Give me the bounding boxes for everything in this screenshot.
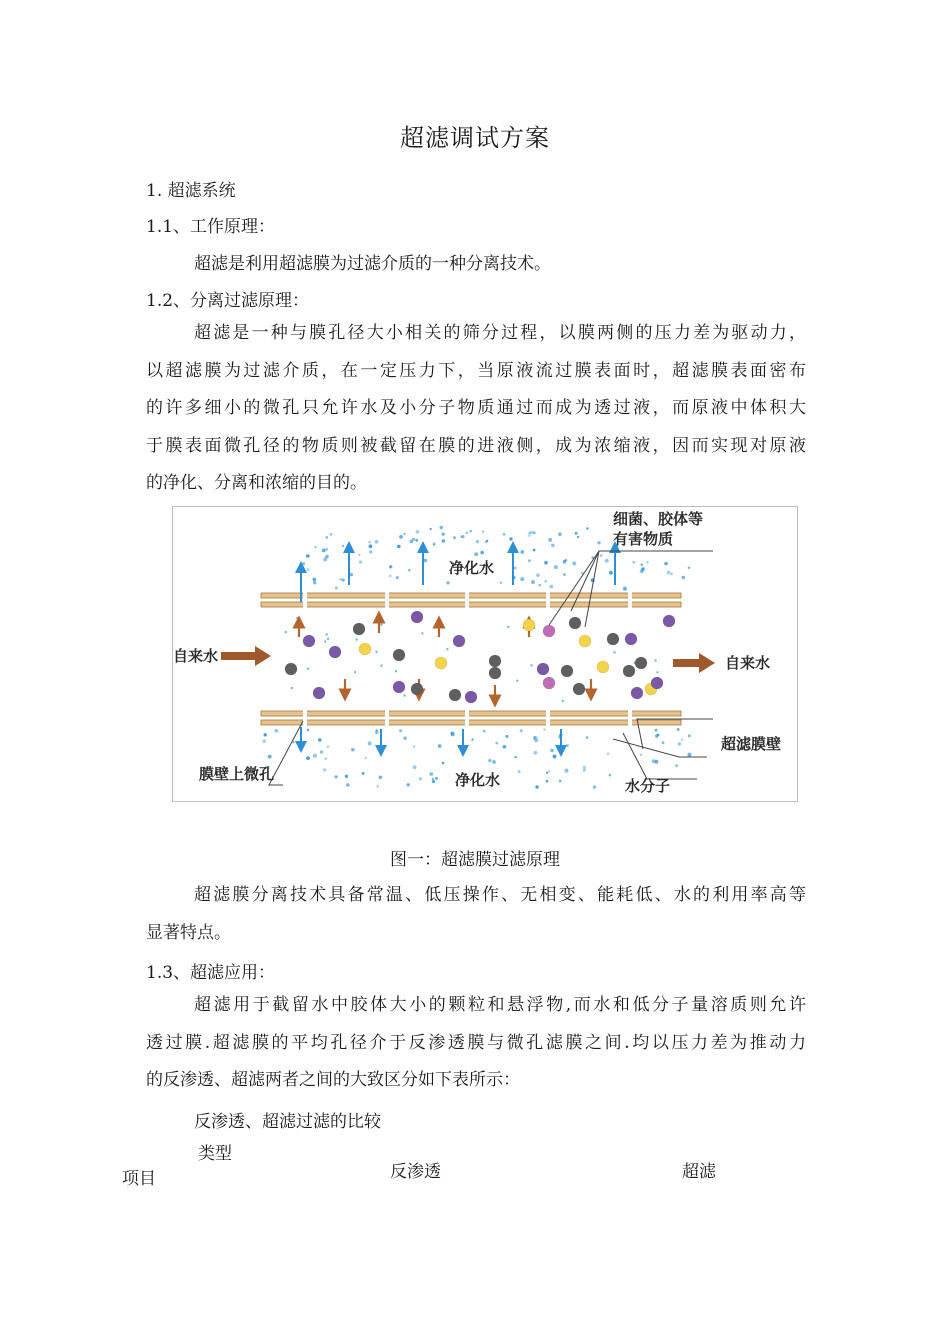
water-drop [450, 732, 454, 736]
water-drop [380, 624, 382, 626]
water-drop [600, 554, 603, 557]
particle [353, 623, 365, 635]
lower-membrane-wall [261, 711, 681, 725]
particle [579, 635, 591, 647]
water-drop [667, 571, 671, 575]
water-drop [577, 536, 579, 538]
water-drop [430, 772, 434, 776]
water-drop [607, 753, 609, 755]
water-drop [471, 739, 473, 741]
leader-lines [269, 551, 713, 785]
water-drop [678, 742, 681, 745]
water-drop [432, 780, 436, 784]
water-drop [613, 651, 615, 653]
paragraph-line: 的净化、分离和浓缩的目的。 [146, 473, 367, 494]
water-drop [300, 749, 302, 751]
water-drop [403, 533, 406, 536]
water-drop [264, 733, 267, 736]
water-drop [307, 568, 310, 571]
water-drop [408, 569, 410, 571]
water-drop [369, 550, 372, 553]
water-drop [534, 751, 538, 755]
water-drop [446, 648, 448, 650]
water-drop [575, 532, 578, 535]
particle [597, 661, 609, 673]
water-drop [551, 544, 555, 548]
water-drop [566, 744, 569, 747]
outlet-arrow [673, 653, 715, 673]
particle [561, 665, 573, 677]
water-drop [474, 552, 478, 556]
water-drop [335, 587, 338, 590]
water-drop [339, 578, 342, 581]
water-drop [268, 755, 272, 759]
inlet-arrow [221, 646, 271, 666]
pore-gap [465, 592, 469, 608]
water-drop [415, 539, 418, 542]
label-inlet: 自来水 [173, 647, 219, 665]
particle [573, 683, 585, 695]
water-drop [640, 570, 643, 573]
section-1-2-heading: 1.2、分离过滤原理： [146, 291, 310, 311]
water-drop [507, 626, 509, 628]
table-header-ro: 反渗透 [390, 1162, 441, 1182]
water-drop [345, 775, 348, 778]
water-drop [500, 582, 502, 584]
water-drop [446, 581, 449, 584]
table-corner-type: 类型 [198, 1144, 232, 1164]
particle [489, 667, 501, 679]
water-drop [318, 738, 322, 742]
upper-membrane-wall [261, 593, 681, 607]
section-1-2-paragraph [146, 315, 806, 503]
retained-particles [285, 611, 675, 703]
water-drop [435, 777, 438, 780]
water-drop [330, 533, 333, 536]
paragraph-line: 的许多细小的微孔只允许水及小分子物质通过而成为透过液，而原液中体积大 [146, 398, 806, 419]
water-drop [682, 576, 685, 579]
water-drop [655, 734, 658, 737]
particle [663, 615, 675, 627]
water-drop [550, 749, 554, 753]
water-drop [623, 587, 627, 591]
particle [623, 665, 635, 677]
water-drop [640, 754, 642, 756]
water-drop [559, 780, 562, 783]
particle [393, 681, 405, 693]
water-drop [536, 573, 540, 577]
water-drop [323, 768, 326, 771]
water-drop [543, 728, 545, 730]
water-drop [307, 668, 309, 670]
water-drop [368, 741, 372, 745]
water-drop [275, 729, 279, 733]
water-drop [326, 633, 328, 635]
water-drop [544, 561, 548, 565]
water-drop [433, 542, 436, 545]
water-drop [681, 739, 683, 741]
water-drop [675, 764, 678, 767]
water-drop [470, 530, 472, 532]
particle [489, 655, 501, 667]
water-drop [535, 785, 538, 788]
water-drop [399, 535, 403, 539]
water-drop [380, 664, 382, 666]
water-drop [514, 756, 516, 758]
water-drop [442, 533, 445, 536]
water-drop [509, 537, 512, 540]
water-drop [655, 729, 658, 732]
water-drop [514, 567, 517, 570]
section-1-1-body: 超滤是利用超滤膜为过滤介质的一种分离技术。 [194, 254, 551, 274]
water-drop [586, 527, 589, 530]
water-drop [688, 567, 690, 569]
water-drop [413, 745, 415, 747]
water-drop [554, 565, 558, 569]
water-drop [389, 565, 392, 568]
section-1-3-paragraph [146, 987, 806, 1100]
water-drop [440, 526, 444, 530]
label-pore: 膜壁上微孔 [199, 765, 275, 783]
water-drop [662, 741, 665, 744]
label-purified-bottom: 净化水 [455, 771, 501, 789]
water-drop [419, 777, 422, 780]
water-drop [553, 755, 557, 759]
water-drop [521, 550, 525, 554]
label-membrane-wall: 超滤膜壁 [721, 735, 782, 753]
pore-gap [465, 710, 469, 726]
water-drop [486, 540, 488, 542]
water-drop [302, 562, 305, 565]
water-drop [605, 559, 609, 563]
table-caption: 反渗透、超滤过滤的比较 [194, 1112, 381, 1132]
water-drop [530, 664, 532, 666]
water-drop [377, 785, 379, 787]
water-drop [325, 758, 327, 760]
pore-gap [628, 710, 632, 726]
water-drop [313, 578, 317, 582]
water-drop [563, 560, 566, 563]
water-drop [350, 573, 353, 576]
particle [543, 677, 555, 689]
label-bacteria: 细菌、胶体等 [613, 510, 704, 528]
particle [523, 619, 535, 631]
water-drop [531, 580, 535, 584]
water-drop [389, 575, 391, 577]
water-drop [465, 531, 468, 534]
water-drop [326, 548, 329, 551]
water-drop [322, 549, 326, 553]
water-drop [565, 769, 569, 773]
water-drop [335, 775, 338, 778]
water-drop [548, 538, 552, 542]
water-drop [652, 759, 656, 763]
water-drop [677, 728, 680, 731]
water-drop [327, 745, 330, 748]
label-outlet: 自来水 [725, 654, 771, 672]
water-drop [528, 535, 530, 537]
water-drop [320, 750, 324, 754]
particle [631, 687, 643, 699]
water-drop [342, 579, 345, 582]
particle [313, 687, 325, 699]
paragraph-line: 超滤膜分离技术具备常温、低压操作、无相变、能耗低、水的利用率高等 [194, 885, 806, 905]
water-drop [528, 559, 531, 562]
water-drop [688, 734, 691, 737]
water-drop [313, 581, 316, 584]
pore-gap [628, 592, 632, 608]
paragraph-line: 超滤是一种与膜孔径大小相关的筛分过程，以膜两侧的压力差为驱动力， [194, 323, 806, 343]
water-drop [533, 549, 536, 552]
pore-gap [546, 710, 550, 726]
water-drop [355, 638, 357, 640]
water-drop [563, 573, 565, 575]
water-drop [306, 756, 310, 760]
water-drop [395, 670, 397, 672]
water-drop [413, 765, 417, 769]
water-drop [572, 562, 576, 566]
particle [607, 633, 619, 645]
section-1-heading: 1. 超滤系统 [146, 181, 236, 201]
water-drop [403, 736, 407, 740]
water-drop [664, 562, 668, 566]
water-drop [482, 531, 484, 533]
water-drop [313, 754, 317, 758]
water-drop [528, 532, 530, 534]
water-drop [354, 671, 356, 673]
paragraph-line: 超滤用于截留水中胶体大小的颗粒和悬浮物,而水和低分子量溶质则允许 [194, 995, 806, 1015]
water-drop [399, 729, 402, 732]
label-water-molecule: 水分子 [625, 777, 671, 795]
water-drop [520, 729, 523, 732]
water-drop [670, 573, 672, 575]
particle [465, 691, 477, 703]
table-header-uf: 超滤 [682, 1162, 716, 1182]
particle [453, 635, 465, 647]
water-drop [292, 741, 294, 743]
water-drop [656, 671, 658, 673]
water-drop [432, 778, 435, 781]
water-drop [488, 759, 491, 762]
paragraph-line: 于膜表面微孔径的物质则被截留在膜的进液侧，成为浓缩液，因而实现对原液 [146, 435, 806, 456]
water-drop [263, 740, 266, 743]
water-drop [416, 530, 420, 534]
water-drop [539, 584, 541, 586]
water-drop [375, 731, 379, 735]
water-drop [583, 769, 586, 772]
paragraph-line: 显著特点。 [146, 922, 231, 943]
particle [635, 657, 647, 669]
water-drop [342, 545, 344, 547]
water-drop [442, 539, 446, 543]
water-drop [359, 561, 362, 564]
water-drop [285, 631, 287, 633]
water-drop [593, 785, 597, 789]
membrane-pores [303, 592, 632, 726]
table-corner-item: 项目 [122, 1169, 156, 1189]
water-drop [358, 554, 360, 556]
particle [449, 689, 461, 701]
water-drop [403, 694, 405, 696]
water-drop [307, 729, 310, 732]
pore-gap [385, 710, 389, 726]
water-drop [296, 617, 298, 619]
water-drop [609, 774, 612, 777]
water-drop [430, 528, 432, 530]
water-drop [495, 742, 498, 745]
particle [625, 633, 637, 645]
water-drop [597, 541, 600, 544]
water-drop [327, 638, 329, 640]
water-drop [442, 762, 445, 765]
water-drop [314, 546, 316, 548]
paragraph-line: 的反渗透、超滤两者之间的大致区分如下表所示： [146, 1070, 520, 1091]
pore-gap [385, 592, 389, 608]
water-drop [365, 757, 367, 759]
particle [303, 635, 315, 647]
water-drop [362, 772, 365, 775]
water-drop [453, 536, 456, 539]
water-drop [609, 571, 613, 575]
water-drop [533, 531, 536, 534]
pore-gap [546, 592, 550, 608]
particle [651, 677, 663, 689]
section-1-1-heading: 1.1、工作原理： [146, 217, 276, 237]
pore-gap [303, 592, 307, 608]
water-drop [687, 753, 691, 757]
water-drop [438, 744, 442, 748]
water-drop [586, 736, 589, 739]
water-drop [306, 554, 310, 558]
water-drop [562, 700, 564, 702]
water-drop [583, 766, 586, 769]
particle [435, 657, 447, 669]
water-drop [546, 780, 549, 783]
section-1-3-heading: 1.3、超滤应用： [146, 963, 276, 983]
figure-caption: 图一：超滤膜过滤原理 [390, 850, 560, 870]
water-drop [558, 532, 562, 536]
particle [329, 646, 341, 658]
water-drop [518, 770, 521, 773]
water-drop [544, 580, 547, 583]
water-drop [520, 577, 524, 581]
water-drop [548, 770, 550, 772]
water-drop [346, 783, 350, 787]
water-drop [412, 538, 415, 541]
water-drop [476, 540, 479, 543]
water-drop [483, 730, 486, 733]
particle [569, 617, 581, 629]
water-drop [407, 783, 410, 786]
particle [411, 683, 423, 695]
water-drop [421, 632, 423, 634]
water-drop [534, 738, 538, 742]
water-drop [326, 536, 329, 539]
water-drop [397, 545, 401, 549]
particle [537, 663, 549, 675]
water-drop [324, 640, 326, 642]
water-drop [632, 561, 635, 564]
water-drop [375, 540, 379, 544]
paragraph-line: 以超滤膜为过滤介质，在一定压力下，当原液流过膜表面时，超滤膜表面密布 [146, 360, 806, 381]
after-figure-paragraph [146, 877, 806, 952]
water-drop [340, 690, 342, 692]
water-drop [291, 687, 293, 689]
particle [359, 643, 371, 655]
label-purified-top: 净化水 [449, 559, 495, 577]
label-harmful: 有害物质 [613, 530, 674, 548]
water-drop [379, 776, 383, 780]
water-drop [546, 772, 548, 774]
page-title: 超滤调试方案 [400, 124, 550, 152]
paragraph-line: 透过膜.超滤膜的平均孔径介于反渗透膜与微孔滤膜之间.均以压力差为推动力 [146, 1032, 806, 1053]
water-drop [641, 564, 643, 566]
water-drop [351, 748, 354, 751]
water-drop [503, 745, 507, 749]
water-drop [375, 651, 377, 653]
water-drop [480, 551, 484, 555]
water-drop [369, 544, 373, 548]
water-drop [646, 561, 648, 563]
water-drop [369, 541, 371, 543]
particle [393, 649, 405, 661]
water-drop [516, 680, 518, 682]
water-drop [323, 557, 327, 561]
water-drop [503, 533, 506, 536]
water-drop [462, 535, 465, 538]
particle [285, 663, 297, 675]
pore-gap [303, 710, 307, 726]
water-drop [492, 760, 496, 764]
particle [411, 611, 423, 623]
water-drop [505, 735, 508, 738]
ultrafiltration-diagram [172, 506, 798, 802]
water-drop [396, 576, 399, 579]
water-drop [549, 585, 553, 589]
water-drop [654, 659, 656, 661]
particle [543, 625, 555, 637]
